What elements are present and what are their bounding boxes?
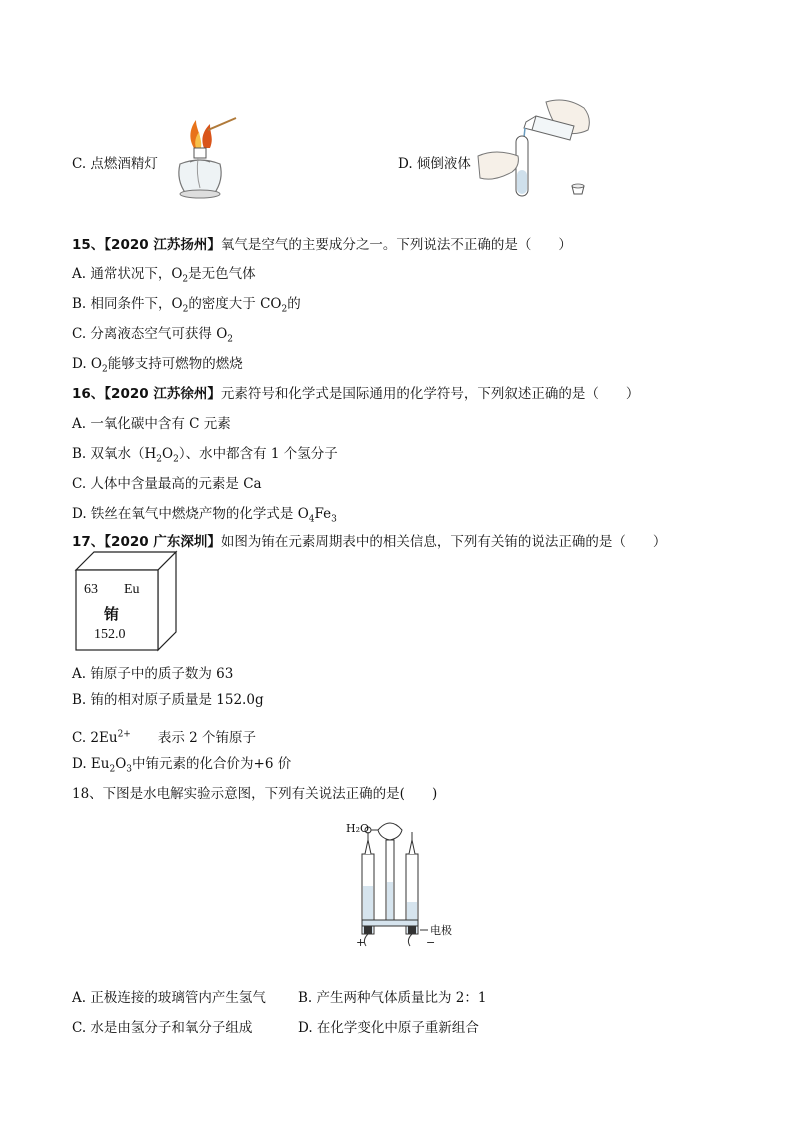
superscript: 2+ <box>117 729 131 740</box>
question-stem: 元素符号和化学式是国际通用的化学符号，下列叙述正确的是（ ） <box>220 386 640 402</box>
option-text: D. O <box>72 356 102 372</box>
question-source: 【2020 江苏扬州】 <box>104 237 221 253</box>
q16-option-c[interactable]: C. 人体中含量最高的元素是 Ca <box>72 476 262 492</box>
alcohol-lamp-image <box>160 108 240 208</box>
subscript: 3 <box>331 514 337 525</box>
option-text: Fe <box>314 506 332 522</box>
subscript: 4 <box>308 514 315 525</box>
option-text: C. 分离液态空气可获得 O <box>72 326 228 342</box>
q17-option-b[interactable]: B. 铕的相对原子质量是 152.0g <box>72 692 264 708</box>
option-text: ）、水中都含有 1 个氢分子 <box>178 446 338 462</box>
minus-terminal-label: − <box>426 936 436 949</box>
q18-stem: 18、下图是水电解实验示意图，下列有关说法正确的是( ) <box>72 786 438 802</box>
subscript: 2 <box>182 274 189 285</box>
option-text: 表示 2 个铕原子 <box>130 730 257 746</box>
subscript: 2 <box>156 454 163 465</box>
q18-option-a[interactable]: A. 正极连接的玻璃管内产生氢气 <box>72 990 266 1006</box>
plus-terminal-label: + <box>356 936 366 949</box>
q18-option-b[interactable]: B. 产生两种气体质量比为 2：1 <box>298 990 487 1006</box>
subscript: 2 <box>102 364 108 375</box>
q18-option-c[interactable]: C. 水是由氢分子和氧分子组成 <box>72 1020 253 1036</box>
option-text: C. 2Eu <box>72 730 118 746</box>
q16-option-b[interactable] <box>72 442 338 465</box>
q16-stem <box>72 382 639 402</box>
option-text: 的 <box>287 296 301 312</box>
q17-option-a[interactable]: A. 铕原子中的质子数为 63 <box>72 666 234 682</box>
q15-option-c[interactable] <box>72 322 233 345</box>
h2o-label: H₂O <box>346 822 370 835</box>
option-text: A. 通常状况下，O <box>72 266 183 282</box>
element-tile-box <box>76 552 180 652</box>
element-mass: 152.0 <box>94 627 126 642</box>
q16-option-d[interactable] <box>72 502 337 525</box>
option-text: B. 双氧水（H <box>72 446 157 462</box>
question-stem: 如图为铕在元素周期表中的相关信息，下列有关铕的说法正确的是（ ） <box>220 534 667 550</box>
question-source: 【2020 广东深圳】 <box>104 534 221 550</box>
q15-option-d[interactable] <box>72 352 243 375</box>
subscript: 2 <box>227 334 234 345</box>
q17-stem <box>72 530 666 550</box>
option-text: B. 相同条件下，O <box>72 296 183 312</box>
q16-option-a[interactable]: A. 一氧化碳中含有 C 元素 <box>72 416 231 432</box>
q14-option-c[interactable]: C. 点燃酒精灯 <box>72 156 158 172</box>
q17-option-c[interactable] <box>72 726 256 746</box>
element-symbol: Eu <box>124 582 140 597</box>
electrode-label: 电极 <box>430 924 452 937</box>
q15-option-b[interactable] <box>72 292 301 315</box>
question-number: 16、 <box>72 386 105 402</box>
subscript: 2 <box>182 304 189 315</box>
option-text: 中铕元素的化合价为+6 价 <box>132 756 292 772</box>
subscript: 2 <box>173 454 179 465</box>
question-number: 17、 <box>72 534 105 550</box>
element-name: 铕 <box>104 605 120 623</box>
option-text: O <box>162 446 174 462</box>
subscript: 2 <box>281 304 288 315</box>
option-text: O <box>115 756 127 772</box>
q17-option-d[interactable] <box>72 752 291 775</box>
element-atomic-number: 63 <box>84 582 98 597</box>
q15-option-a[interactable] <box>72 262 256 285</box>
option-text: 是无色气体 <box>188 266 256 282</box>
question-source: 【2020 江苏徐州】 <box>104 386 221 402</box>
option-text: 的密度大于 CO <box>188 296 282 312</box>
q15-stem <box>72 233 572 253</box>
subscript: 3 <box>126 764 133 775</box>
option-text: 能够支持可燃物的燃烧 <box>107 356 243 372</box>
question-number: 15、 <box>72 237 105 253</box>
option-text: D. Eu <box>72 756 110 772</box>
question-stem: 氧气是空气的主要成分之一。下列说法不正确的是（ ） <box>220 237 572 253</box>
q18-option-d[interactable]: D. 在化学变化中原子重新组合 <box>298 1020 479 1036</box>
pouring-liquid-image <box>476 96 596 206</box>
q14-option-d[interactable]: D. 倾倒液体 <box>398 156 471 172</box>
option-text: D. 铁丝在氧气中燃烧产物的化学式是 O <box>72 506 309 522</box>
subscript: 2 <box>109 764 116 775</box>
